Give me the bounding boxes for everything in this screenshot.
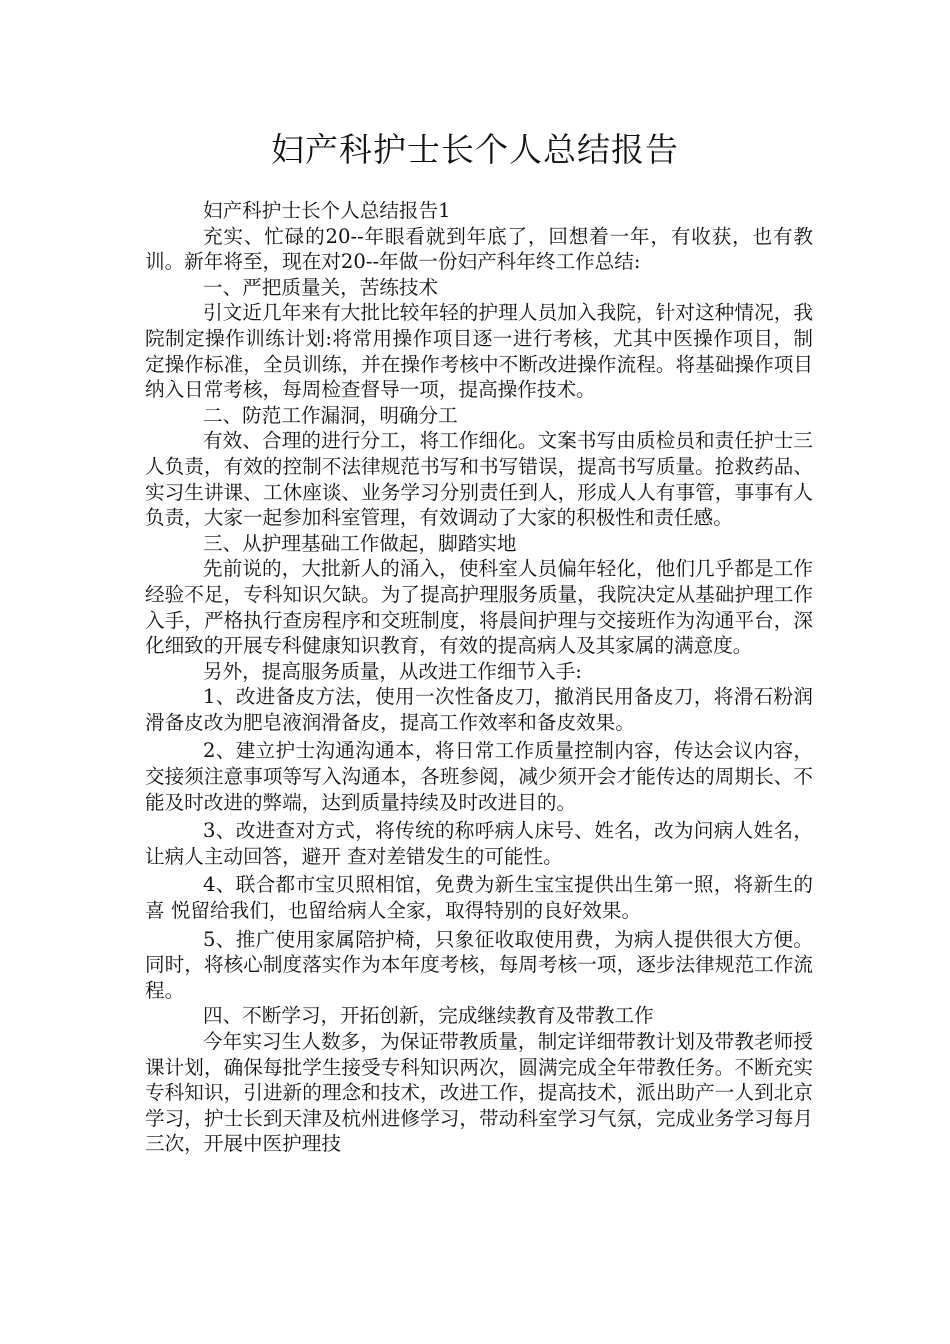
paragraph: 另外，提高服务质量，从改进工作细节入手: [203,659,582,683]
paragraph: 2、建立护士沟通沟通本，将日常工作质量控制内容，传达会议内容，交接须注意事项等写入沟通本，各班参阅，减少须开会才能传达的周期长、不能及时改进的弊端，达到质量持续及时改进目的。 [145,739,813,814]
paragraph: 3、改进查对方式，将传统的称呼病人床号、姓名，改为问病人姓名，让病人主动回答，避开 查对差错发生的可能性。 [145,819,813,868]
paragraph: 4、联合都市宝贝照相馆，免费为新生宝宝提供出生第一照，将新生的喜 悦留给我们，也留给病人全家，取得特别的良好效果。 [145,873,813,923]
paragraph: 妇产科护士长个人总结报告1 [203,199,451,222]
paragraph: 今年实习生人数多，为保证带教质量，制定详细带教计划及带教老师授课计划，确保每批学生接受专科知识两次，圆满完成全年带教任务。不断充实专科知识，引进新的理念和技术，改进工作，提高技术，派出助产一人到北京学习，护士长到天津及杭州进修学习，带动科室学习气氛，完成业务学习每月三次，开展中医护理技 [145,1030,813,1156]
document-body [145,198,813,1157]
paragraph: 四、不断学习，开拓创新，完成继续教育及带教工作 [203,1004,654,1028]
document-title: 妇产科护士长个人总结报告 [271,130,679,169]
paragraph: 引文近几年来有大批比较年轻的护理人员加入我院，针对这种情况，我院制定操作训练计划:将常用操作项目逐一进行考核，尤其中医操作项目，制定操作标准，全员训练，并在操作考核中不断改进操作流程。将基础操作项目纳入日常考核，每周检查督导一项，提高操作技术。 [145,301,813,402]
paragraph: 充实、忙碌的20--年眼看就到年底了，回想着一年，有收获，也有教训。新年将至，现在对20--年做一份妇产科年终工作总结: [145,224,813,274]
paragraph: 先前说的，大批新人的涌入，使科室人员偏年轻化，他们几乎都是工作经验不足，专科知识欠缺。为了提高护理服务质量，我院决定从基础护理工作入手，严格执行查房程序和交班制度，将晨间护理与交接班作为沟通平台，深化细致的开展专科健康知识教育，有效的提高病人及其家属的满意度。 [145,557,813,658]
paragraph: 二、防范工作漏洞，明确分工 [203,403,458,427]
paragraph: 三、从护理基础工作做起，脚踏实地 [203,531,517,555]
paragraph: 有效、合理的进行分工，将工作细化。文案书写由质检员和责任护士三人负责，有效的控制不法律规范书写和书写错误，提高书写质量。抢救药品、实习生讲课、工休座谈、业务学习分别责任到人，形成人人有事管，事事有人负责，大家一起参加科室管理，有效调动了大家的积极性和责任感。 [145,429,813,530]
paragraph: 1、改进备皮方法，使用一次性备皮刀，撤消民用备皮刀，将滑石粉润滑备皮改为肥皂液润滑备皮，提高工作效率和备皮效果。 [145,685,813,734]
paragraph: 一、严把质量关，苦练技术 [203,275,439,299]
paragraph: 5、推广使用家属陪护椅，只象征收取使用费，为病人提供很大方便。同时，将核心制度落实作为本年度考核，每周考核一项，逐步法律规范工作流程。 [145,927,813,1002]
